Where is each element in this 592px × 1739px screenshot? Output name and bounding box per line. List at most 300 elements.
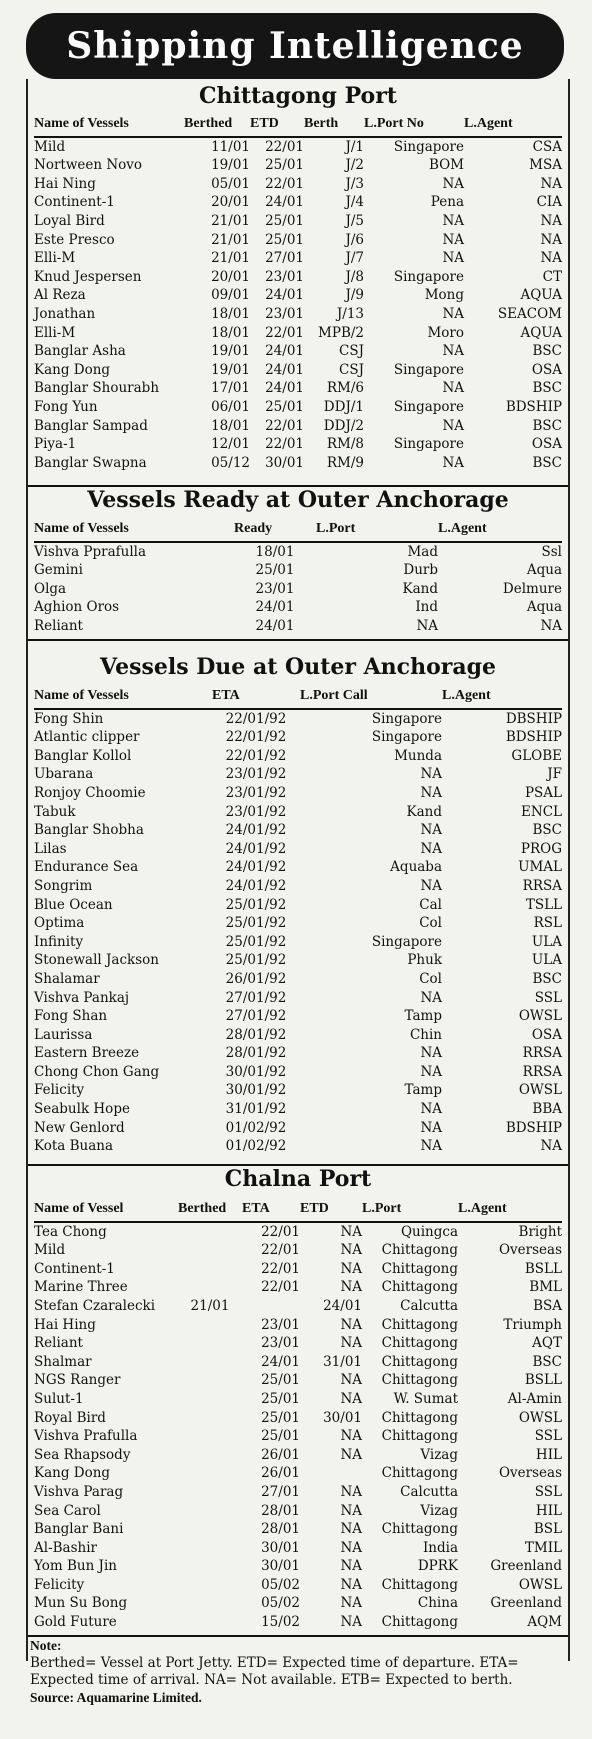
table-cell: MPB/2	[318, 324, 364, 341]
table-cell: 28/01/92	[225, 1026, 287, 1043]
table-cell: Moro	[427, 324, 464, 341]
table-cell: NA	[540, 231, 562, 248]
table-cell: 30/01	[323, 1409, 362, 1426]
table-cell: NA	[420, 1063, 442, 1080]
col-header: Berth	[304, 115, 364, 137]
page-title: Shipping Intelligence	[66, 25, 524, 67]
table-row	[34, 305, 562, 324]
col-header: ETA	[212, 687, 300, 709]
table-cell: 05/01	[211, 175, 250, 192]
table-row	[34, 1613, 562, 1632]
table-cell: NA	[420, 1101, 442, 1118]
table-cell: NA	[420, 840, 442, 857]
table-cell: NA	[442, 250, 464, 267]
table-cell: 24/01	[255, 599, 295, 616]
table-cell: RRSA	[522, 1045, 562, 1062]
due-title: Vessels Due at Outer Anchorage	[100, 654, 496, 680]
table-row	[34, 821, 562, 840]
table-cell: NA	[340, 1279, 362, 1296]
table-cell: Chittagong	[381, 1316, 458, 1333]
chalna-table	[34, 1200, 562, 1632]
table-cell: 20/01	[211, 268, 250, 285]
table-cell: Knud Jespersen	[34, 268, 142, 285]
table-cell: 22/01	[261, 1223, 300, 1240]
table-cell: Kota Buana	[34, 1138, 114, 1155]
table-cell: NA	[540, 175, 562, 192]
table-cell: 24/01	[265, 194, 304, 211]
table-cell: 31/01	[323, 1353, 362, 1370]
table-cell: 01/02/92	[225, 1119, 287, 1136]
table-row	[34, 1044, 562, 1063]
table-cell: 25/01	[261, 1409, 300, 1426]
table-cell: 28/01/92	[225, 1045, 287, 1062]
table-cell: Mild	[34, 138, 66, 155]
table-cell: SSL	[534, 989, 562, 1006]
col-header: Berthed	[178, 1200, 242, 1222]
table-cell: Singapore	[371, 933, 442, 950]
table-cell: 19/01	[211, 343, 250, 360]
table-cell: Banglar Asha	[34, 343, 126, 360]
table-cell: Col	[419, 970, 442, 987]
table-row	[34, 1502, 562, 1521]
table-cell: AQUA	[520, 324, 562, 341]
table-cell: OWSL	[518, 1082, 562, 1099]
table-cell: NA	[442, 231, 464, 248]
table-cell: 30/01	[261, 1558, 300, 1575]
table-cell: Fong Shin	[34, 710, 104, 727]
table-cell: Banglar Kollol	[34, 747, 132, 764]
table-cell: BOM	[428, 157, 464, 174]
table-cell: 23/01	[255, 580, 295, 597]
table-cell: 05/12	[211, 454, 250, 471]
table-row	[34, 286, 562, 305]
table-cell: 05/02	[261, 1576, 300, 1593]
table-row	[34, 1539, 562, 1558]
table-cell: RM/8	[326, 436, 364, 453]
table-cell: 19/01	[211, 157, 250, 174]
table-cell: Chittagong	[381, 1353, 458, 1370]
table-cell: BBA	[532, 1101, 562, 1118]
table-cell: Singapore	[393, 138, 464, 155]
table-cell: BSLL	[524, 1372, 562, 1389]
table-cell: SSL	[534, 1428, 562, 1445]
table-cell: NA	[340, 1614, 362, 1631]
table-cell: NA	[340, 1595, 362, 1612]
table-row	[34, 858, 562, 877]
table-cell: NA	[340, 1260, 362, 1277]
table-cell	[178, 1539, 242, 1558]
table-cell: 24/01/92	[225, 822, 287, 839]
table-cell: Este Presco	[34, 231, 115, 248]
table-cell: Kang Dong	[34, 361, 111, 378]
table-row	[34, 1119, 562, 1138]
table-cell: Lilas	[34, 840, 67, 857]
table-cell: 24/01	[261, 1353, 300, 1370]
table-cell: Reliant	[34, 1335, 83, 1352]
table-cell: Felicity	[34, 1082, 85, 1099]
table-cell: 25/01	[261, 1428, 300, 1445]
table-cell: 17/01	[211, 380, 250, 397]
table-cell: J/5	[345, 212, 364, 229]
table-cell: AQT	[532, 1335, 562, 1352]
col-header: L.Port No	[364, 115, 464, 137]
table-cell: Ssl	[541, 543, 562, 560]
table-cell: 21/01	[211, 212, 250, 229]
table-row	[34, 765, 562, 784]
table-row	[34, 435, 562, 454]
table-cell: BSC	[532, 343, 562, 360]
table-cell: 06/01	[211, 398, 250, 415]
table-cell: NA	[442, 305, 464, 322]
table-cell: Chittagong	[381, 1576, 458, 1593]
table-cell: AQUA	[520, 287, 562, 304]
col-header: ETD	[300, 1200, 362, 1222]
table-cell: Banglar Bani	[34, 1521, 124, 1538]
table-cell: J/9	[345, 287, 364, 304]
table-cell: Cal	[419, 896, 442, 913]
table-cell: BSC	[532, 380, 562, 397]
table-row	[34, 1137, 562, 1156]
table-cell: Optima	[34, 915, 85, 932]
table-cell: CSJ	[339, 361, 364, 378]
table-cell: MSA	[529, 157, 562, 174]
table-cell: Songrim	[34, 877, 93, 894]
table-cell	[178, 1483, 242, 1502]
table-cell: NA	[420, 877, 442, 894]
table-cell: Chittagong	[381, 1372, 458, 1389]
table-cell: Aqua	[526, 599, 562, 616]
table-row	[34, 1260, 562, 1279]
table-cell	[178, 1260, 242, 1279]
table-cell: Nortween Novo	[34, 157, 143, 174]
table-cell: GLOBE	[511, 747, 562, 764]
table-cell: Piya-1	[34, 436, 77, 453]
table-cell: 25/01	[265, 212, 304, 229]
table-cell: Blue Ocean	[34, 896, 113, 913]
table-cell: NA	[340, 1316, 362, 1333]
col-header: L.Agent	[442, 687, 562, 709]
table-row	[34, 212, 562, 231]
table-cell: 21/01	[211, 231, 250, 248]
table-cell: Singapore	[393, 398, 464, 415]
table-cell: 22/01	[265, 175, 304, 192]
divider	[28, 639, 568, 641]
col-header: L.Agent	[464, 115, 562, 137]
table-row	[34, 747, 562, 766]
table-cell: 25/01	[265, 231, 304, 248]
table-cell: Singapore	[393, 436, 464, 453]
table-cell: Mild	[34, 1242, 66, 1259]
table-row	[34, 914, 562, 933]
table-row	[34, 1063, 562, 1082]
table-cell: 22/01/92	[225, 747, 287, 764]
table-cell: Al Reza	[34, 287, 86, 304]
table-cell: Infinity	[34, 933, 84, 950]
table-row	[34, 342, 562, 361]
table-cell: Gold Future	[34, 1614, 117, 1631]
table-cell: OSA	[531, 1026, 562, 1043]
table-cell: 22/01	[261, 1242, 300, 1259]
table-cell: J/6	[345, 231, 364, 248]
table-row	[34, 784, 562, 803]
table-cell: BDSHIP	[505, 398, 562, 415]
notes-text: Berthed= Vessel at Port Jetty. ETD= Expected time of departure. ETA= Expected time of arrival. NA= Not available. ETB= Expected to berth.	[30, 1655, 519, 1688]
table-cell: Chittagong	[381, 1335, 458, 1352]
table-cell: Felicity	[34, 1576, 85, 1593]
table-cell: BSLL	[524, 1260, 562, 1277]
table-cell: 24/01	[265, 343, 304, 360]
table-row	[34, 561, 562, 580]
table-cell: 26/01	[261, 1446, 300, 1463]
table-cell: Gemini	[34, 562, 83, 579]
table-cell: NA	[340, 1223, 362, 1240]
table-row	[34, 877, 562, 896]
table-cell	[178, 1409, 242, 1428]
table-cell	[178, 1241, 242, 1260]
table-cell: 21/01	[190, 1297, 230, 1314]
notes-heading: Note:	[30, 1638, 62, 1653]
table-row	[34, 1297, 562, 1316]
table-cell: Quingca	[400, 1223, 458, 1240]
table-cell: RM/9	[326, 454, 364, 471]
table-cell: Aqua	[526, 562, 562, 579]
table-cell: J/8	[345, 268, 364, 285]
table-cell: ENCL	[521, 803, 562, 820]
table-cell: RSL	[533, 915, 562, 932]
table-cell	[178, 1390, 242, 1409]
table-cell: Sea Carol	[34, 1502, 101, 1519]
table-cell: 25/01	[255, 562, 295, 579]
table-row	[34, 1409, 562, 1428]
table-cell: Sea Rhapsody	[34, 1446, 131, 1463]
table-cell: NA	[340, 1372, 362, 1389]
table-cell: NA	[420, 1045, 442, 1062]
table-cell: 18/01	[255, 543, 295, 560]
table-cell: NA	[442, 417, 464, 434]
table-cell: PROG	[520, 840, 562, 857]
table-cell: 15/02	[261, 1614, 300, 1631]
table-cell: BML	[529, 1279, 562, 1296]
table-row	[34, 1100, 562, 1119]
table-cell: NA	[340, 1446, 362, 1463]
table-cell: 25/01	[265, 157, 304, 174]
table-cell: 25/01	[261, 1390, 300, 1407]
table-cell	[300, 1464, 362, 1483]
table-cell: Overseas	[498, 1242, 562, 1259]
col-header: L.Agent	[458, 1200, 562, 1222]
table-row	[34, 361, 562, 380]
table-cell: Vizag	[420, 1446, 458, 1463]
table-cell: BSC	[532, 822, 562, 839]
table-cell	[178, 1464, 242, 1483]
col-header: Name of Vessel	[34, 1200, 178, 1222]
table-row	[34, 1081, 562, 1100]
table-cell: DBSHIP	[505, 710, 562, 727]
table-cell: Tamp	[404, 1008, 442, 1025]
table-cell: 22/01	[261, 1279, 300, 1296]
table-cell: Ubarana	[34, 766, 94, 783]
table-cell: 23/01	[265, 305, 304, 322]
source-line: Source: Aquamarine Limited.	[30, 1690, 202, 1705]
table-cell: 25/01/92	[225, 933, 287, 950]
table-cell: 22/01	[265, 138, 304, 155]
table-cell: Bright	[518, 1223, 562, 1240]
table-row	[34, 709, 562, 729]
table-cell: CSJ	[339, 343, 364, 360]
table-cell: Vishva Pprafulla	[34, 543, 147, 560]
chittagong-title: Chittagong Port	[199, 83, 397, 109]
table-cell: 19/01	[211, 361, 250, 378]
table-cell: NA	[340, 1390, 362, 1407]
table-header-row	[34, 520, 562, 542]
table-cell: BDSHIP	[505, 1119, 562, 1136]
table-cell: Singapore	[393, 268, 464, 285]
table-cell: 25/01	[265, 398, 304, 415]
table-cell: NA	[420, 822, 442, 839]
table-cell: Singapore	[371, 729, 442, 746]
table-cell	[242, 1297, 300, 1316]
table-cell: Endurance Sea	[34, 859, 139, 876]
notes-block	[30, 1637, 560, 1707]
table-cell: OSA	[531, 361, 562, 378]
table-cell: 23/01	[261, 1316, 300, 1333]
table-cell: Olga	[34, 580, 67, 597]
table-cell: DDJ/1	[323, 398, 364, 415]
table-cell: Chin	[409, 1026, 442, 1043]
table-cell: 24/01	[265, 287, 304, 304]
title-banner	[26, 13, 564, 79]
table-row	[34, 454, 562, 473]
table-cell: AQM	[527, 1614, 562, 1631]
table-cell	[178, 1502, 242, 1521]
table-row	[34, 1464, 562, 1483]
ready-table	[34, 520, 562, 636]
table-cell: Elli-M	[34, 324, 76, 341]
table-cell: RM/6	[326, 380, 364, 397]
table-cell: J/4	[345, 194, 364, 211]
table-cell: Vizag	[420, 1502, 458, 1519]
table-cell: Tabuk	[34, 803, 76, 820]
table-cell: 23/01/92	[225, 803, 287, 820]
table-cell: 11/01	[211, 138, 250, 155]
table-cell: NA	[340, 1576, 362, 1593]
table-row	[34, 324, 562, 343]
table-cell: 05/02	[261, 1595, 300, 1612]
table-cell: HIL	[535, 1446, 562, 1463]
table-cell	[178, 1353, 242, 1372]
table-cell: RRSA	[522, 877, 562, 894]
table-cell: OWSL	[518, 1576, 562, 1593]
col-header: ETA	[242, 1200, 300, 1222]
table-cell: ULA	[531, 933, 562, 950]
table-cell: 25/01/92	[225, 896, 287, 913]
table-row	[34, 728, 562, 747]
table-cell: China	[417, 1595, 458, 1612]
table-cell: 23/01/92	[225, 784, 287, 801]
table-cell	[178, 1520, 242, 1539]
table-cell: Mad	[407, 543, 438, 560]
table-cell: CIA	[536, 194, 562, 211]
col-header: Name of Vessels	[34, 687, 212, 709]
table-cell: CSA	[532, 138, 562, 155]
table-cell: Chong Chon Gang	[34, 1063, 160, 1080]
table-cell: 21/01	[211, 250, 250, 267]
table-cell: Reliant	[34, 617, 83, 634]
table-cell: 27/01	[265, 250, 304, 267]
table-cell	[178, 1613, 242, 1632]
table-cell: Phuk	[407, 952, 442, 969]
table-cell: BSC	[532, 970, 562, 987]
table-cell: 22/01/92	[225, 710, 287, 727]
table-row	[34, 1446, 562, 1465]
table-cell: 30/01/92	[225, 1082, 287, 1099]
table-cell: NA	[540, 212, 562, 229]
table-cell: Shalmar	[34, 1353, 92, 1370]
table-cell: 23/01/92	[225, 766, 287, 783]
table-cell: Loyal Bird	[34, 212, 105, 229]
table-row	[34, 231, 562, 250]
table-cell: NA	[540, 617, 562, 634]
table-row	[34, 398, 562, 417]
table-cell: Aquaba	[390, 859, 442, 876]
col-header: ETD	[250, 115, 304, 137]
table-cell: NA	[340, 1428, 362, 1445]
table-cell: NA	[442, 175, 464, 192]
table-row	[34, 1241, 562, 1260]
table-cell: NA	[420, 989, 442, 1006]
table-cell: Pena	[430, 194, 464, 211]
table-cell: BSC	[532, 454, 562, 471]
table-cell: 28/01	[261, 1521, 300, 1538]
table-row	[34, 1576, 562, 1595]
table-cell: NGS Ranger	[34, 1372, 121, 1389]
table-cell: Kand	[402, 580, 438, 597]
table-row	[34, 1594, 562, 1613]
table-cell: Col	[419, 915, 442, 932]
table-cell: NA	[442, 454, 464, 471]
chalna-title: Chalna Port	[224, 1166, 372, 1192]
table-cell: Vishva Pankaj	[34, 989, 130, 1006]
col-header: L.Port	[316, 520, 438, 542]
table-row	[34, 268, 562, 287]
table-cell: BDSHIP	[505, 729, 562, 746]
table-cell: 27/01	[261, 1483, 300, 1500]
table-cell: NA	[420, 784, 442, 801]
table-cell: 22/01	[265, 436, 304, 453]
table-cell: OSA	[531, 436, 562, 453]
table-cell: BSL	[533, 1521, 562, 1538]
table-cell: Chittagong	[381, 1279, 458, 1296]
table-row	[34, 1390, 562, 1409]
table-cell: 22/01	[261, 1260, 300, 1277]
table-cell: Banglar Shobha	[34, 822, 144, 839]
table-row	[34, 1222, 562, 1242]
table-cell: 24/01	[323, 1297, 362, 1314]
table-row	[34, 1557, 562, 1576]
table-cell: 18/01	[211, 417, 250, 434]
table-row	[34, 249, 562, 268]
table-cell: Banglar Sampad	[34, 417, 148, 434]
table-cell: Singapore	[393, 361, 464, 378]
table-cell	[178, 1316, 242, 1335]
table-cell: 18/01	[211, 324, 250, 341]
table-header-row	[34, 1200, 562, 1222]
table-cell	[178, 1427, 242, 1446]
table-cell: RRSA	[522, 1063, 562, 1080]
table-cell: 27/01/92	[225, 1008, 287, 1025]
table-cell: Sulut-1	[34, 1390, 84, 1407]
table-row	[34, 1427, 562, 1446]
